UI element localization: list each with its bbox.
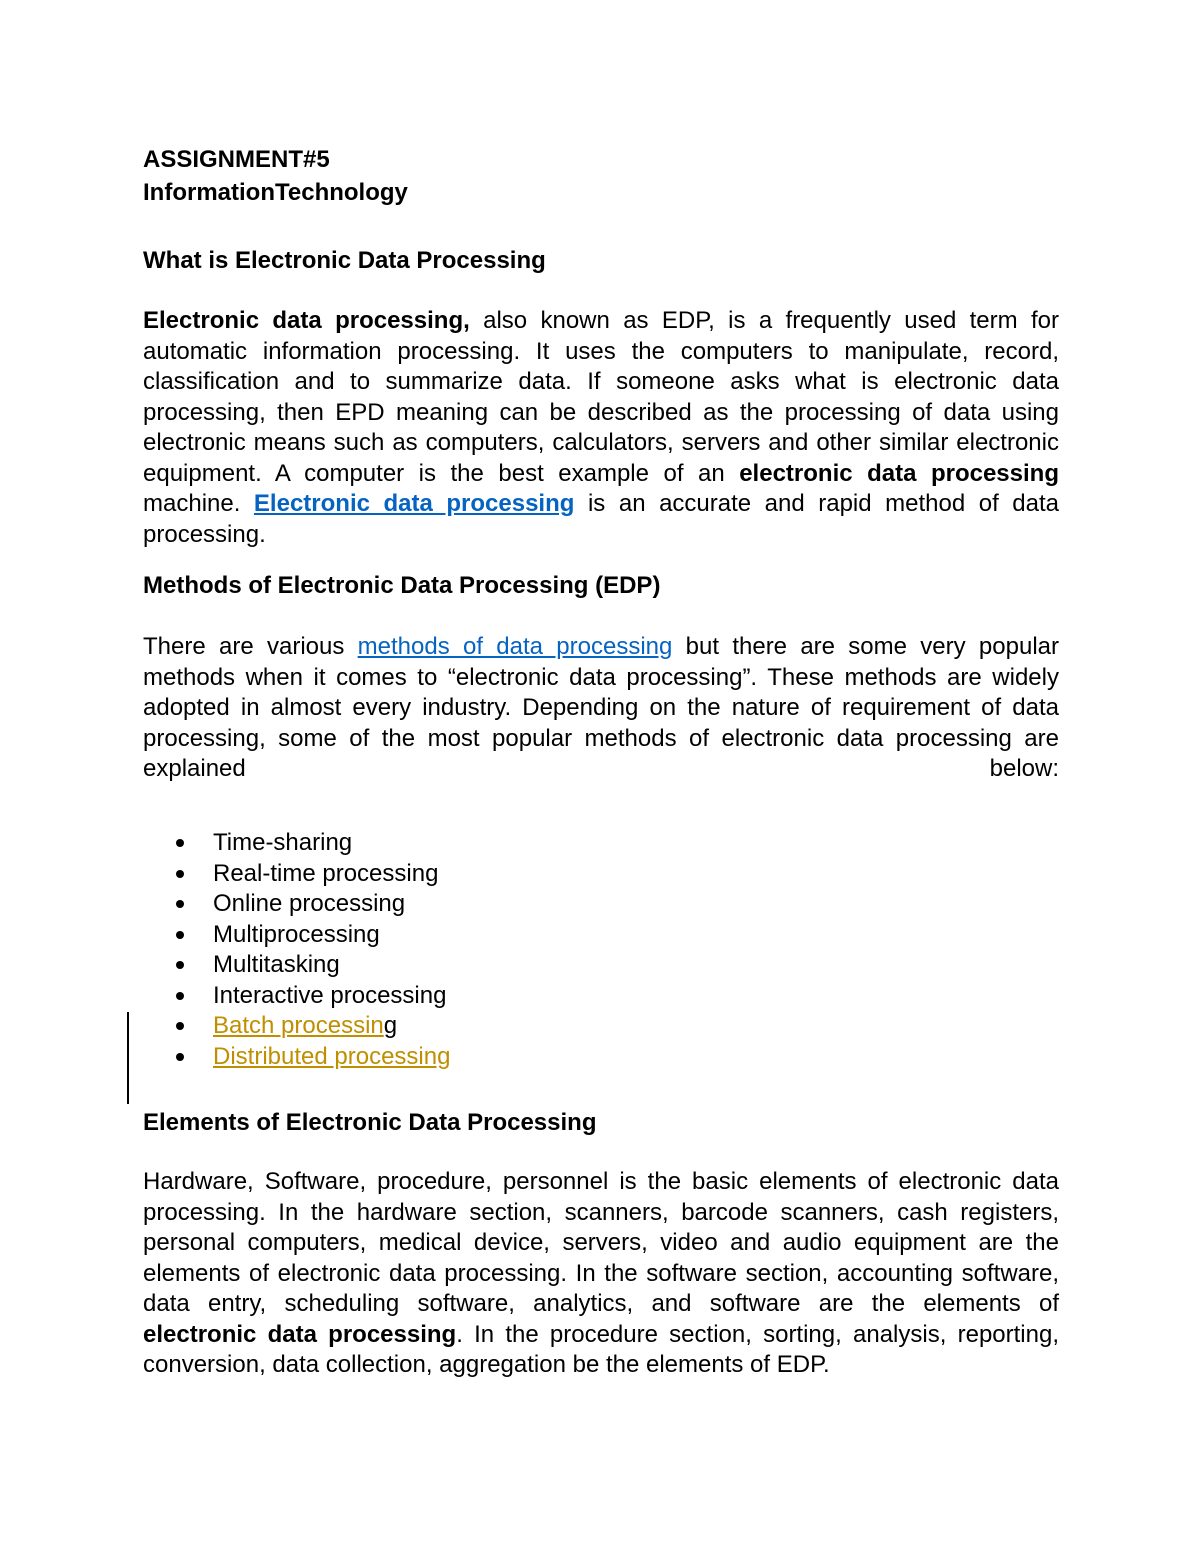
paragraph-text: is an accurate and rapid method of data processing.	[143, 490, 1060, 548]
link-batch-processing[interactable]: Batch processin	[213, 1012, 384, 1039]
paragraph-text: Hardware, Software, procedure, personnel is the basic elements of electronic data processing. In the hardware section, scanners, barcode scanners, cash registers, personal computers, medical device, servers, video and audio equipment are the elements of electronic data processing. In the software section, accounting software, data entry, scheduling software, analytics, and software are the elements of	[143, 1168, 1059, 1317]
bullet-icon	[176, 961, 184, 969]
list-item: Online processing	[143, 889, 450, 920]
list-item: Batch processing	[143, 1011, 450, 1042]
list-item	[143, 1042, 450, 1073]
paragraph-text: but there are some very popular methods when it comes to “electronic data processing”. These methods are widely adopted in almost every industry. Depending on the nature of requirement of data processing, some of the most popular methods of electronic data processing are explained below:	[143, 633, 1059, 782]
paragraph-text: There are various	[143, 633, 358, 660]
list-item: Time-sharing	[143, 828, 450, 859]
change-bar	[127, 1012, 129, 1104]
bullet-icon	[176, 839, 184, 847]
paragraph-text: . In the procedure section, sorting, analysis, reporting, conversion, data collection, aggregation be the elements of EDP.	[143, 1320, 1059, 1378]
paragraph-methods-intro	[143, 632, 1059, 785]
term-edp-bold: electronic data processing	[143, 1320, 457, 1348]
paragraph-elements	[143, 1167, 1059, 1381]
link-distributed-processing[interactable]: Distributed processing	[213, 1042, 451, 1070]
bullet-icon	[176, 1053, 184, 1061]
heading-what-is-edp: What is Electronic Data Processing	[143, 247, 546, 274]
list-item: Multitasking	[143, 950, 450, 981]
link-electronic-data-processing[interactable]: Electronic data processing	[253, 490, 575, 517]
assignment-title: ASSIGNMENT#5	[143, 146, 330, 173]
link-methods-of-data-processing[interactable]: methods of data processing	[357, 633, 673, 660]
paragraph-text: also known as EDP, is a frequently used term for automatic information processing. It uses the computers to manipulate, record, classification and to summarize data. If someone asks what is electronic data processing, then EPD meaning can be described as the processing of data using electronic means such as computers, calculators, servers and other similar electronic equipment. A computer is the best example of an	[143, 307, 1059, 487]
list-item: Real-time processing	[143, 859, 450, 890]
bullet-icon	[176, 931, 184, 939]
bullet-icon	[176, 1022, 184, 1030]
term-edp-inline: electronic data processing	[739, 459, 1059, 487]
paragraph-text: machine.	[143, 490, 254, 517]
heading-elements-of-edp: Elements of Electronic Data Processing	[143, 1109, 597, 1136]
bullet-icon	[176, 900, 184, 908]
list-item: Multiprocessing	[143, 920, 450, 951]
heading-methods-of-edp: Methods of Electronic Data Processing (EDP)	[143, 572, 661, 599]
methods-list	[143, 828, 450, 1072]
bullet-icon	[176, 870, 184, 878]
course-title: InformationTechnology	[143, 179, 408, 206]
term-edp: Electronic data processing,	[143, 307, 470, 334]
bullet-icon	[176, 992, 184, 1000]
list-item: Interactive processing	[143, 981, 450, 1012]
paragraph-edp-definition	[143, 306, 1059, 550]
